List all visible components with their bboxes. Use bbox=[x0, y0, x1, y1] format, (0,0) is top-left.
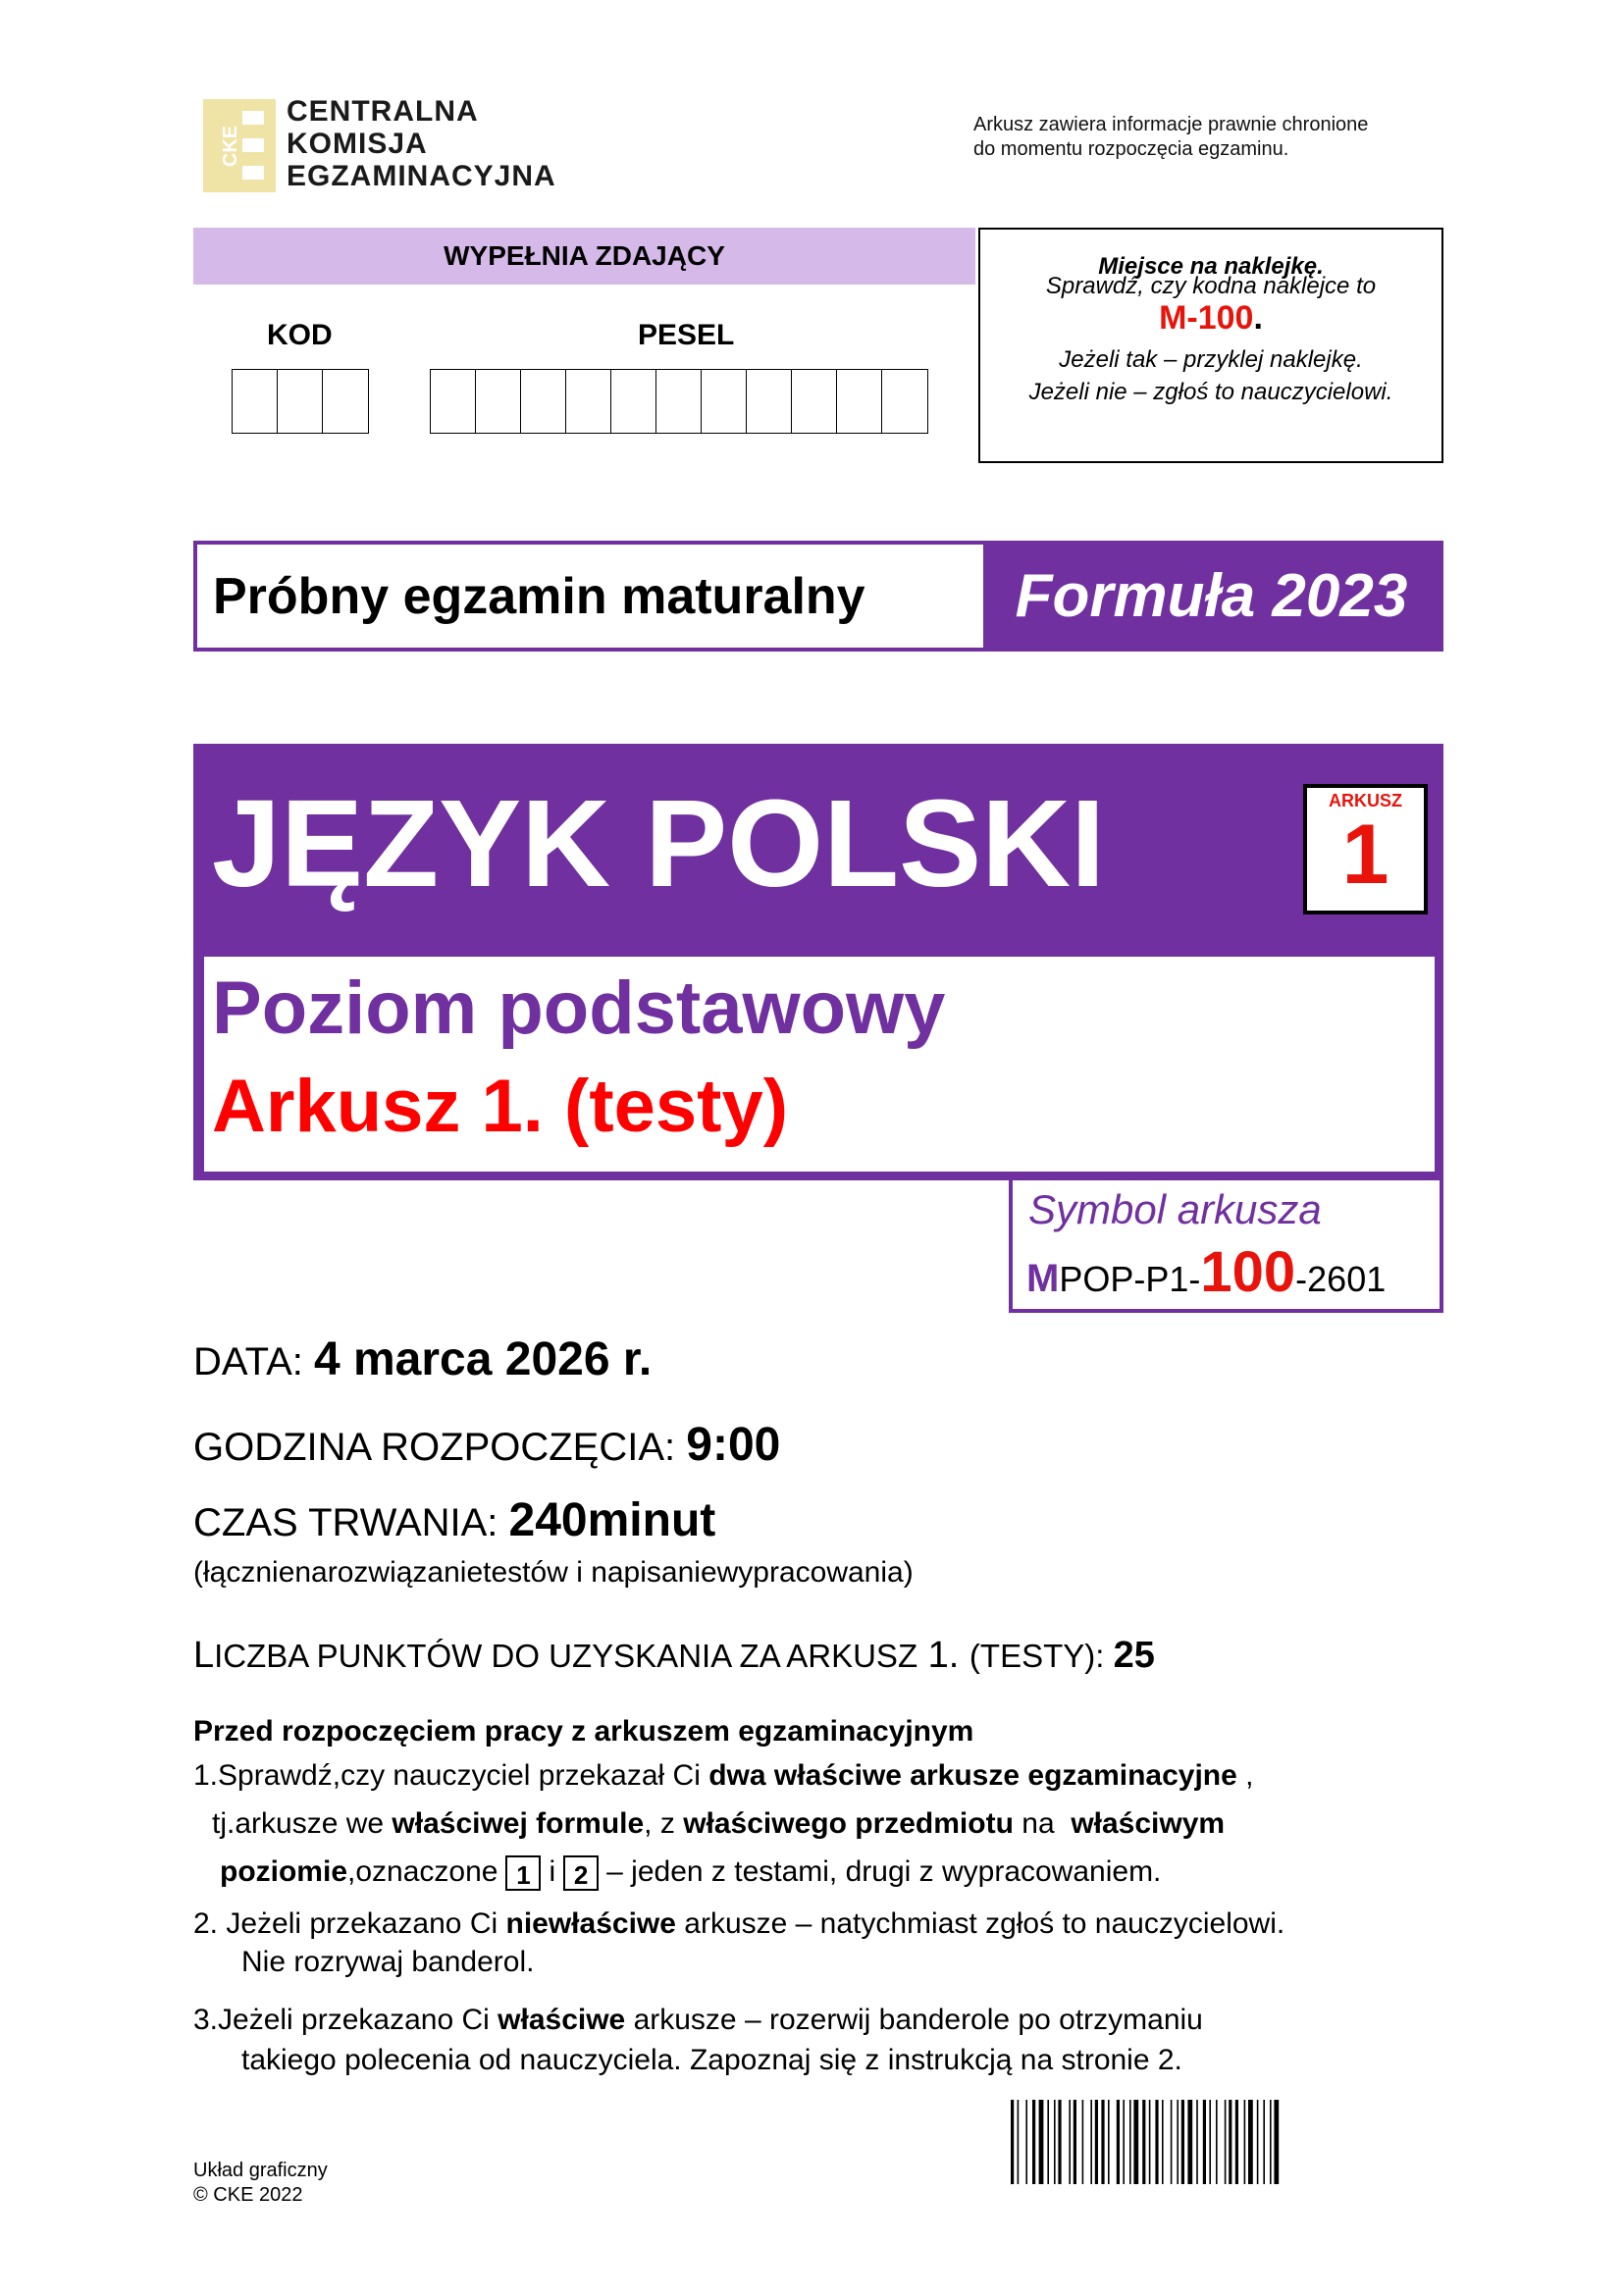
pesel-digit-box[interactable] bbox=[747, 370, 792, 433]
sheet-2-box: 2 bbox=[563, 1855, 599, 1891]
instruction-1-line-2: tj.arkusze we właściwej formule, z właściwego przedmiotu na właściwym bbox=[212, 1807, 1226, 1840]
sticker-title: Miejsce na naklejkę. bbox=[1098, 253, 1324, 280]
cke-logo-text bbox=[287, 95, 556, 192]
exam-banner bbox=[193, 541, 1443, 652]
symbol-code: MPOP-P1-100-2601 bbox=[1026, 1240, 1387, 1304]
pesel-digit-box[interactable] bbox=[837, 370, 882, 433]
pesel-digit-box[interactable] bbox=[566, 370, 611, 433]
svg-text:CKE: CKE bbox=[220, 125, 241, 168]
instruction-3-line-2: takiego polecenia od nauczyciela. Zapoznaj się z instrukcją na stronie 2. bbox=[241, 2044, 1182, 2076]
sheet-name: Arkusz 1. (testy) bbox=[212, 1065, 789, 1148]
arkusz-number-box bbox=[1303, 784, 1428, 914]
kod-label: KOD bbox=[267, 319, 333, 351]
pesel-digit-box[interactable] bbox=[611, 370, 656, 433]
kod-digit-box[interactable] bbox=[278, 370, 323, 433]
sheet-1-box: 1 bbox=[505, 1855, 541, 1891]
pesel-digit-box[interactable] bbox=[702, 370, 747, 433]
cke-logo-icon bbox=[203, 99, 276, 192]
exam-type: Próbny egzamin maturalny bbox=[213, 567, 865, 625]
sticker-yes-text: Jeżeli tak – przyklej naklejkę. bbox=[1059, 346, 1363, 373]
instruction-1-line-1: 1.Sprawdź,czy nauczyciel przekazał Ci dwa właściwe arkusze egzaminacyjne , bbox=[193, 1759, 1254, 1792]
points-line: LICZBA PUNKTÓW DO UZYSKANIA ZA ARKUSZ 1. (TESTY): 25 bbox=[193, 1635, 1155, 1676]
subject-title: JĘZYK POLSKI bbox=[212, 774, 1106, 913]
pesel-digit-box[interactable] bbox=[882, 370, 927, 433]
exam-level: Poziom podstawowy bbox=[212, 966, 946, 1050]
protection-notice: Arkusz zawiera informacje prawnie chronione do momentu rozpoczęcia egzaminu. bbox=[973, 114, 1369, 160]
sticker-no-text: Jeżeli nie – zgłoś to nauczycielowi. bbox=[1028, 379, 1393, 405]
sticker-code: M-100. bbox=[1159, 299, 1263, 337]
pesel-digit-box[interactable] bbox=[521, 370, 566, 433]
logo-line-3: EGZAMINACYJNA bbox=[287, 160, 556, 192]
exam-duration: CZAS TRWANIA: 240minut bbox=[193, 1494, 716, 1546]
pesel-digit-box[interactable] bbox=[792, 370, 837, 433]
instruction-1-line-3: poziomie,oznaczone 1 i 2 – jeden z testami, drugi z wypracowaniem. bbox=[220, 1855, 1162, 1891]
candidate-fill-header: WYPEŁNIA ZDAJĄCY bbox=[193, 228, 975, 285]
instruction-2-line-1: 2. Jeżeli przekazano Ci niewłaściwe arkusze – natychmiast zgłoś to nauczycielowi. bbox=[193, 1907, 1285, 1940]
footer-credit: Układ graficzny © CKE 2022 bbox=[193, 2160, 328, 2206]
logo-line-1: CENTRALNA bbox=[287, 95, 479, 128]
pesel-input[interactable] bbox=[430, 369, 928, 434]
pesel-digit-box[interactable] bbox=[656, 370, 702, 433]
barcode-icon bbox=[1011, 2100, 1423, 2184]
pesel-digit-box[interactable] bbox=[431, 370, 476, 433]
symbol-label: Symbol arkusza bbox=[1028, 1186, 1322, 1232]
instructions-heading: Przed rozpoczęciem pracy z arkuszem egzaminacyjnym bbox=[193, 1715, 974, 1748]
kod-input[interactable] bbox=[232, 369, 369, 434]
pesel-digit-box[interactable] bbox=[476, 370, 521, 433]
exam-formula: Formuła 2023 bbox=[983, 545, 1440, 648]
kod-digit-box[interactable] bbox=[233, 370, 278, 433]
arkusz-label: ARKUSZ bbox=[1329, 791, 1402, 810]
instruction-3-line-1: 3.Jeżeli przekazano Ci właściwe arkusze – rozerwij banderole po otrzymaniu bbox=[193, 2004, 1203, 2036]
logo-line-2: KOMISJA bbox=[287, 128, 428, 160]
sticker-area[interactable] bbox=[978, 228, 1443, 463]
pesel-label: PESEL bbox=[638, 319, 735, 351]
exam-date: DATA: 4 marca 2026 r. bbox=[193, 1333, 653, 1385]
instruction-2-line-2: Nie rozrywaj banderol. bbox=[241, 1946, 535, 1978]
sticker-check-text: Sprawdź, czy kodna naklejce to bbox=[1045, 273, 1377, 299]
kod-digit-box[interactable] bbox=[323, 370, 368, 433]
exam-start-time: GODZINA ROZPOCZĘCIA: 9:00 bbox=[193, 1419, 781, 1471]
arkusz-number: 1 bbox=[1341, 808, 1389, 902]
duration-note: (łącznienarozwiązanietestów i napisaniewypracowania) bbox=[193, 1556, 914, 1589]
